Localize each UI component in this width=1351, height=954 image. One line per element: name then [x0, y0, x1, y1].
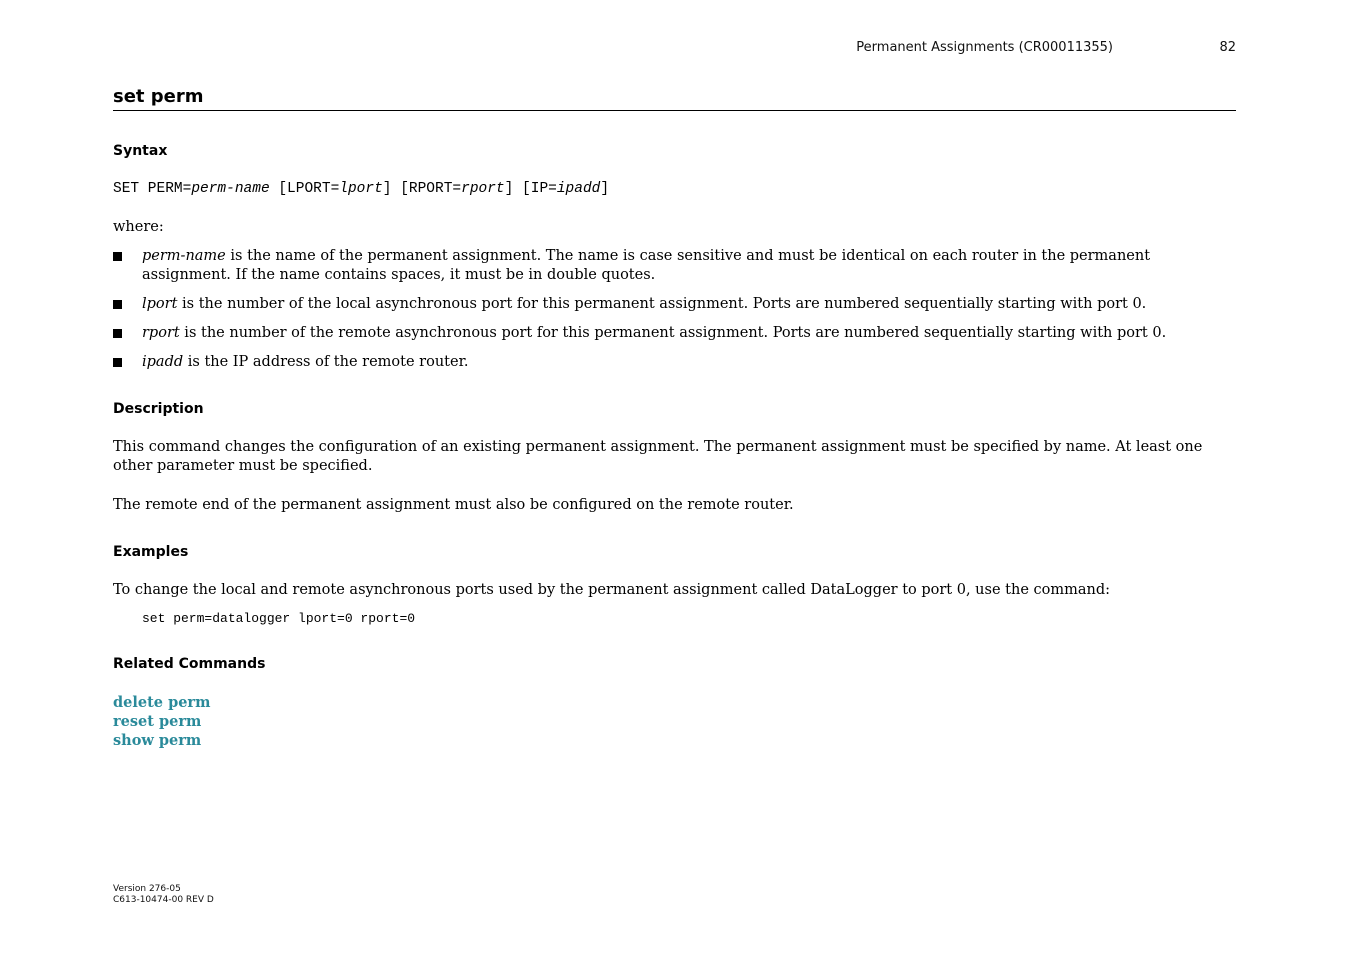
page-content — [113, 86, 1236, 750]
syntax-ipadd: ipadd — [556, 181, 601, 197]
param-term: perm-name — [142, 248, 226, 264]
param-term: lport — [142, 296, 178, 312]
header-page-number: 82 — [1219, 40, 1236, 55]
related-link-show-perm[interactable]: show perm — [113, 732, 202, 749]
header-section-title: Permanent Assignments (CR00011355) — [856, 40, 1113, 55]
syntax-lport-open: [LPORT= — [269, 181, 340, 197]
related-link-delete-perm[interactable]: delete perm — [113, 694, 211, 711]
bullet-square-icon — [113, 252, 122, 261]
param-description: is the number of the remote asynchronous port for this permanent assignment. Ports are numbered sequentially starting with port 0. — [179, 325, 1167, 341]
syntax-perm-name: perm-name — [191, 181, 270, 197]
param-description: is the number of the local asynchronous port for this permanent assignment. Ports are numbered sequentially starting with port 0. — [177, 296, 1147, 312]
syntax-prefix: SET PERM= — [113, 181, 192, 197]
syntax-rport: rport — [461, 181, 505, 197]
param-term: rport — [142, 325, 180, 341]
syntax-rport-open: ] [RPORT= — [382, 181, 462, 197]
where-label: where: — [113, 219, 164, 235]
example-command: set perm=datalogger lport=0 rport=0 — [142, 611, 416, 626]
bullet-square-icon — [113, 300, 122, 309]
param-item-ipadd — [113, 353, 1236, 372]
param-item-perm-name — [113, 247, 1236, 285]
param-description: is the IP address of the remote router. — [183, 354, 469, 370]
examples-heading: Examples — [113, 544, 189, 560]
related-link-reset-perm[interactable]: reset perm — [113, 713, 202, 730]
description-paragraph-2: The remote end of the permanent assignment must also be configured on the remote router. — [113, 497, 794, 513]
syntax-lport: lport — [339, 181, 383, 197]
param-term: ipadd — [142, 354, 184, 370]
footer-doc-id: C613-10474-00 REV D — [113, 895, 214, 905]
syntax-heading: Syntax — [113, 143, 168, 159]
syntax-close: ] — [600, 181, 610, 197]
syntax-line — [113, 180, 1236, 198]
description-paragraph-1: This command changes the configuration of an existing permanent assignment. The permanent assignment must be specified by name. At least one other parameter must be specified. — [113, 439, 1203, 474]
example-intro: To change the local and remote asynchronous ports used by the permanent assignment called DataLogger to port 0, use the command: — [113, 582, 1111, 598]
related-commands-list — [113, 693, 1236, 750]
syntax-ip-open: ] [IP= — [504, 181, 557, 197]
related-commands-heading: Related Commands — [113, 656, 266, 672]
description-heading: Description — [113, 401, 204, 417]
bullet-square-icon — [113, 329, 122, 338]
param-item-lport — [113, 295, 1236, 314]
param-item-rport — [113, 324, 1236, 343]
page-footer — [113, 884, 214, 906]
bullet-square-icon — [113, 358, 122, 367]
footer-version: Version 276-05 — [113, 884, 181, 894]
param-description: is the name of the permanent assignment. The name is case sensitive and must be identical on each router in the permanent assignment. If the name contains spaces, it must be in double quotes. — [142, 248, 1151, 283]
command-title: set perm — [113, 86, 1236, 111]
parameter-list — [113, 247, 1236, 372]
